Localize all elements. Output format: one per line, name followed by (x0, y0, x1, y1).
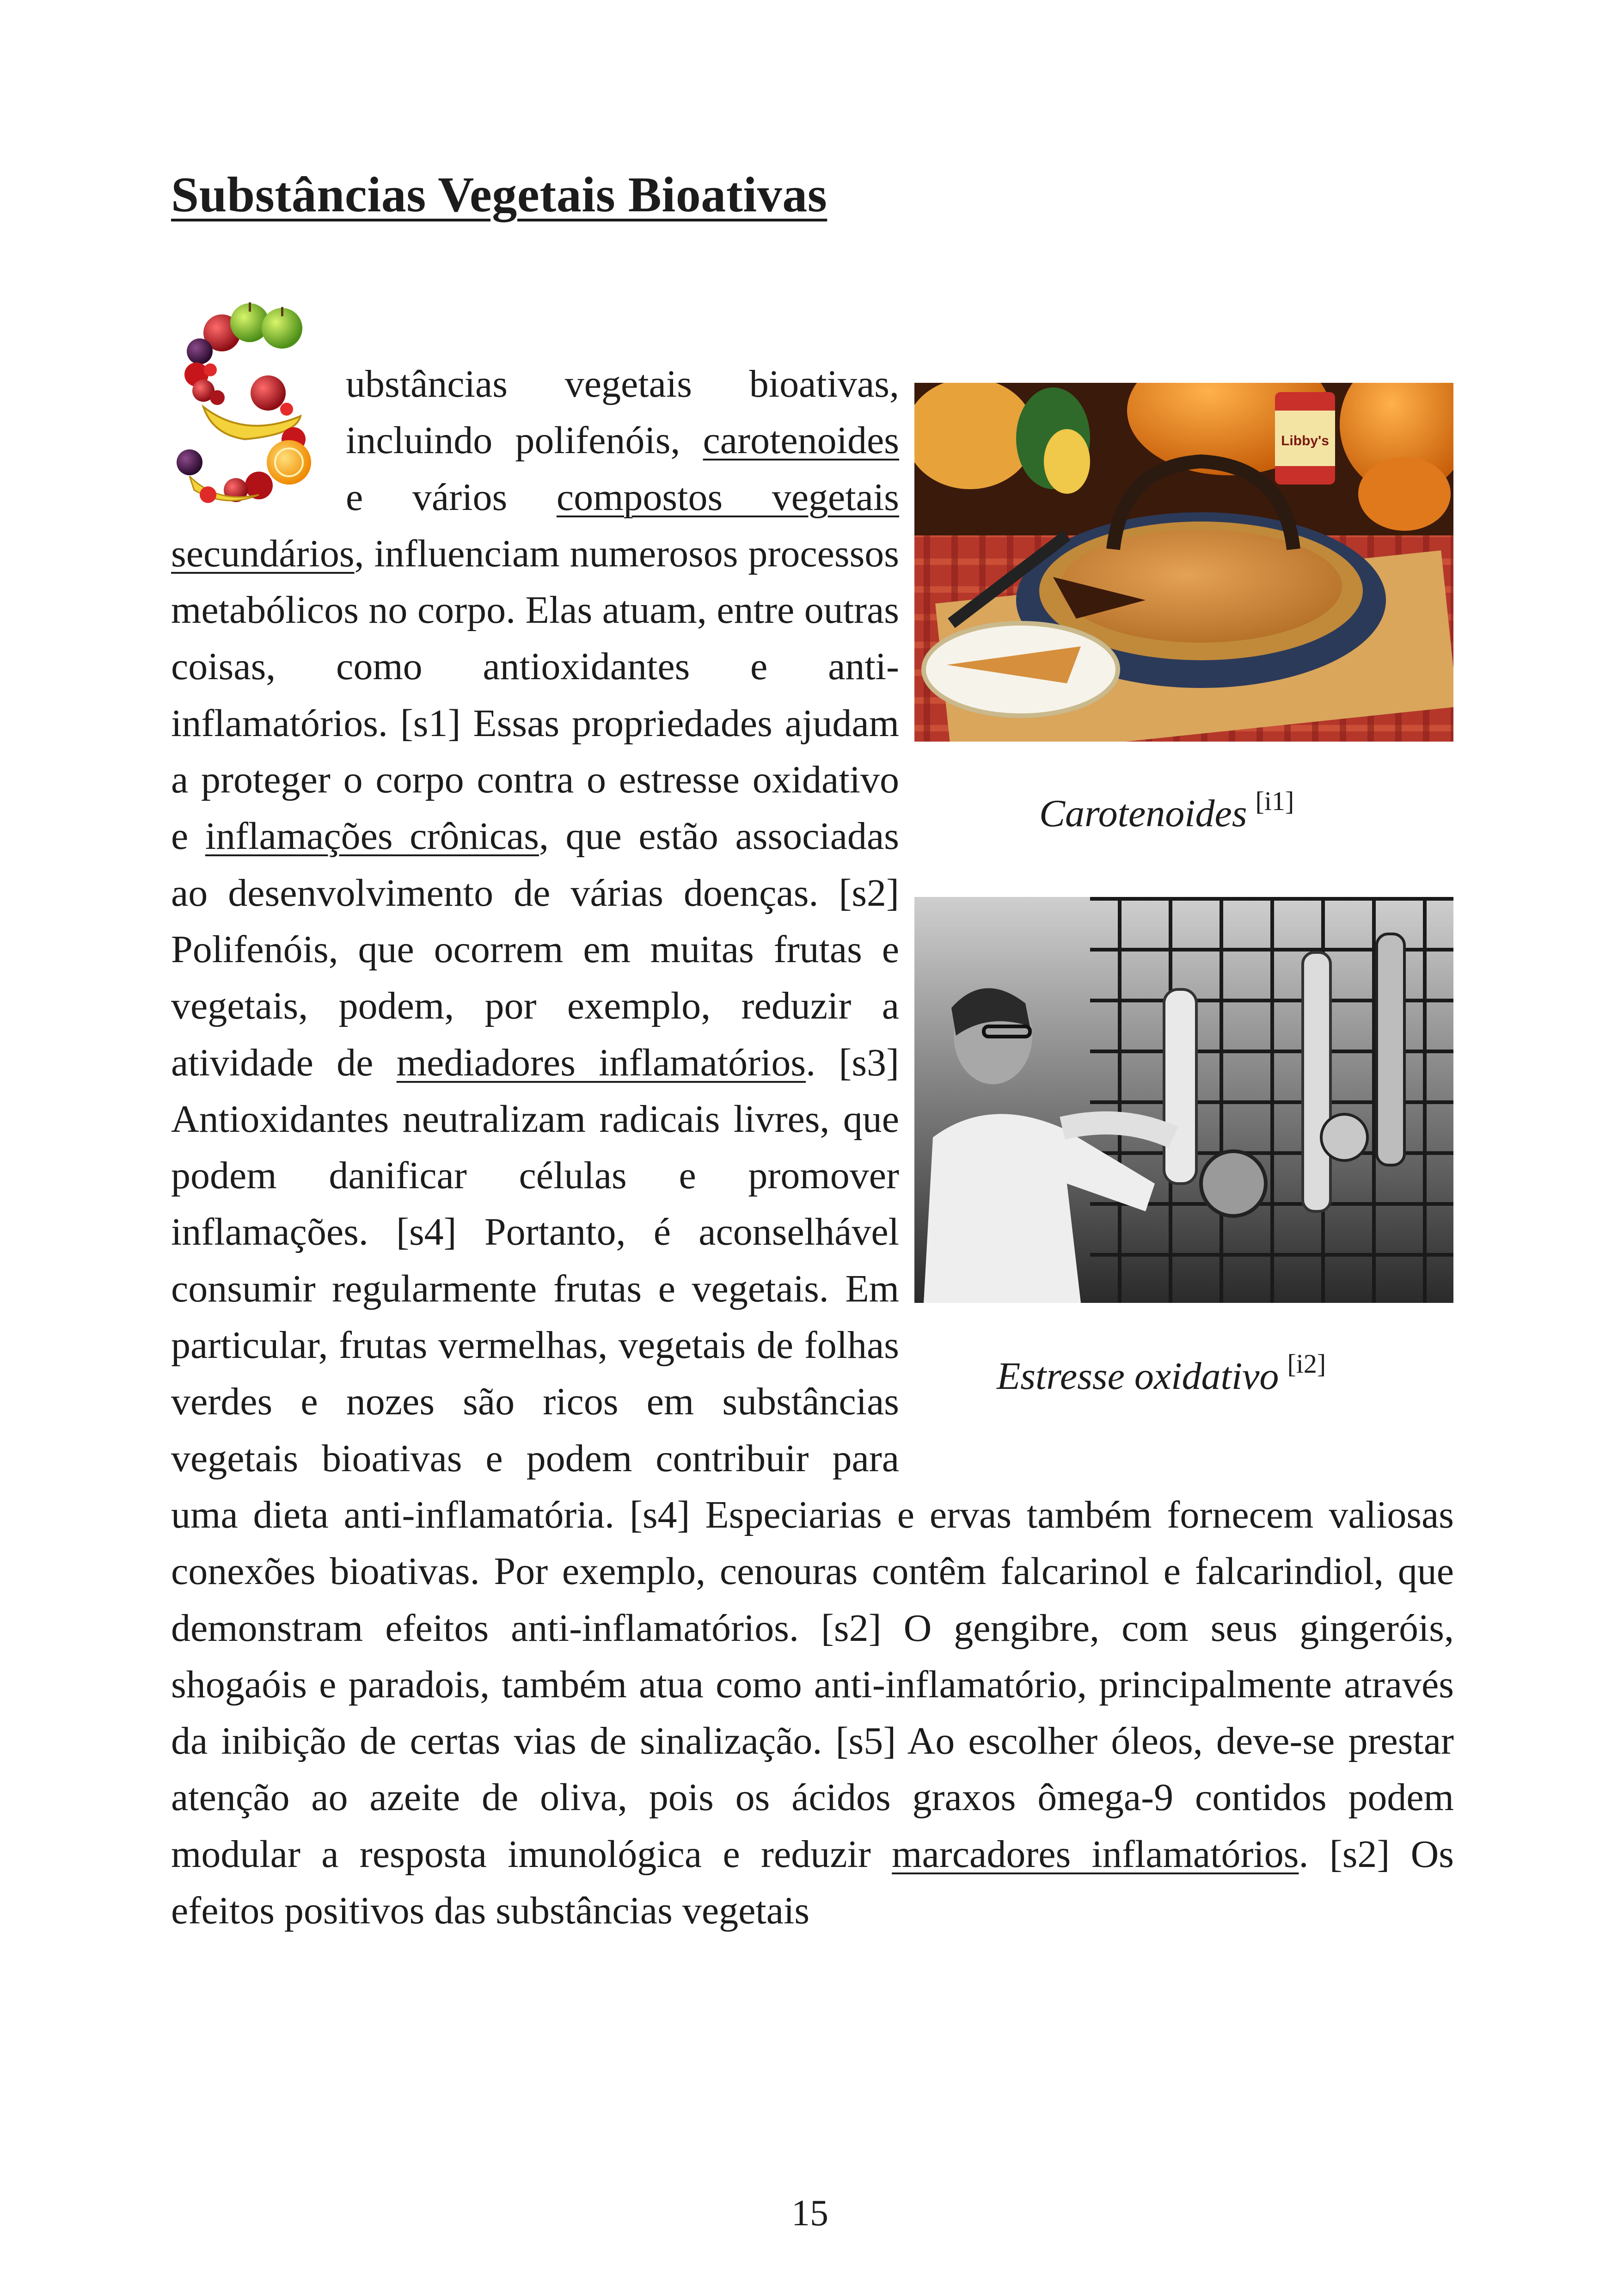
link-carotenoides[interactable]: carotenoides (703, 419, 899, 462)
text-segment: , que estão associadas ao desenvolvimento de várias doenças. [s2] Polifenóis, que ocorrem em muitas frutas e vegetais, podem, por exemplo, reduzir a atividade de (171, 815, 899, 1084)
text-segment: . [s2] Os efeitos positivos das substâncias vegetais (171, 1832, 1454, 1933)
link-mediadores-inflamatorios[interactable]: mediadores inflamatórios (396, 1041, 806, 1084)
caption-text: Estresse oxidativo (997, 1355, 1279, 1398)
image-reference[interactable]: [i1] (1255, 786, 1294, 816)
link-compostos-vegetais-secundarios[interactable]: compostos vegetais secundários (171, 475, 899, 575)
text-segment: ubstâncias vegetais bioativas, incluindo polifenóis, (346, 362, 899, 462)
drop-cap-space (171, 355, 346, 524)
text-segment: . [s3] Antioxidantes neutralizam radicais livres, que podem danificar células e promover inflamações. [s4] Portanto, é aconselhável consumir regularmente frutas e vegetais. Em particular, frutas vermelhas, vegetais de folhas verdes e nozes são ricos em substâncias vegetais bioativas e podem contribuir para uma dieta anti-inflamatória. [s4] Especiarias e ervas também fornecem valiosas conexões bioativas. Por exemplo, cenouras contêm falcarinol e falcarindiol, que demonstram efeitos anti-inflamatórios. [s2] O gengibre, com seus gingeróis, shogaóis e paradois, também atua como anti-inflamatório, principalmente através da inibição de certas vias de sinalização. [s5] Ao escolher óleos, deve-se prestar atenção ao azeite de oliva, pois os ácidos graxos ômega-9 contidos podem modular a resposta imunológica e reduzir (171, 1041, 1454, 1876)
caption-text: Carotenoides (1039, 792, 1247, 835)
figure-caption-carotenoides (1039, 788, 1294, 836)
link-marcadores-inflamatorios[interactable]: marcadores inflamatórios (892, 1832, 1299, 1876)
image-reference[interactable]: [i2] (1287, 1349, 1326, 1379)
figure-caption-estresse-oxidativo (997, 1351, 1326, 1399)
text-segment: e vários (346, 475, 557, 519)
text-segment: , influenciam numerosos processos metabólicos no corpo. Elas atuam, entre outras coisas, como antioxidantes e anti-inflamatórios. [s1] Essas propriedades ajudam a proteger o corpo contra o estresse oxidativo e (171, 532, 899, 858)
lab-scientist-image (914, 897, 1453, 1303)
page-title: Substâncias Vegetais Bioativas (171, 167, 827, 222)
page-number: 15 (791, 2193, 828, 2234)
pumpkin-pie-image (914, 383, 1453, 742)
svg-text:Libby's: Libby's (1281, 433, 1329, 448)
link-inflamacoes-cronicas[interactable]: inflamações crônicas (205, 815, 539, 858)
